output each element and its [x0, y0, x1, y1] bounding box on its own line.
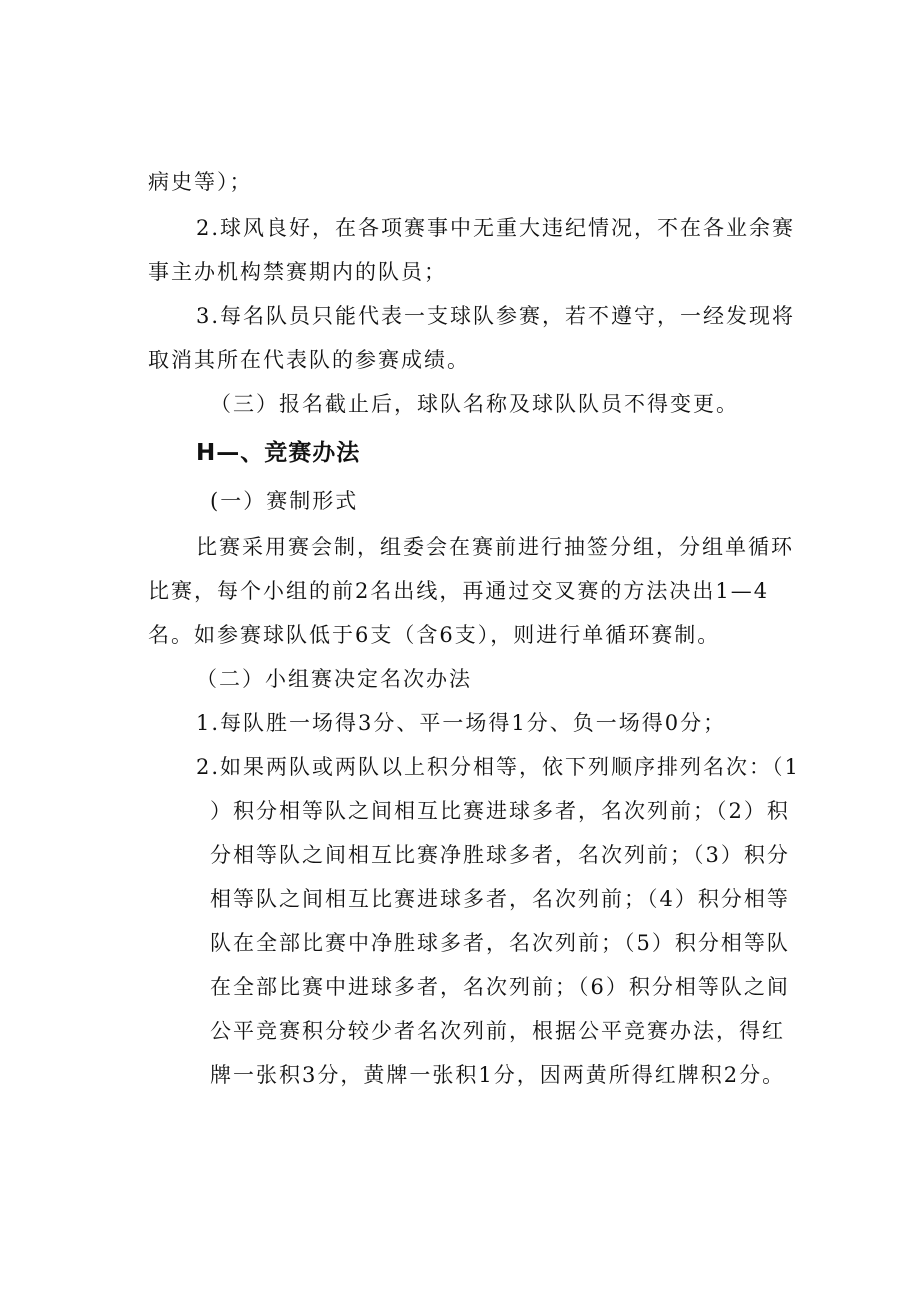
- text-line: 2.如果两队或两队以上积分相等，依下列顺序排列名次：（1: [196, 755, 800, 779]
- text-line: 队在全部比赛中净胜球多者，名次列前；（5）积分相等队: [210, 931, 790, 955]
- text-line: （三）报名截止后，球队名称及球队队员不得变更。: [210, 392, 739, 416]
- text-line: 牌一张积3分，黄牌一张积1分，因两黄所得红牌积2分。: [210, 1063, 786, 1087]
- text-line: 比赛，每个小组的前2名出线，再通过交叉赛的方法决出1—4: [148, 579, 770, 603]
- text-line: 取消其所在代表队的参赛成绩。: [148, 348, 470, 372]
- text-line: 公平竞赛积分较少者名次列前，根据公平竞赛办法，得红: [210, 1019, 785, 1043]
- text-line: 在全部比赛中进球多者，名次列前；（6）积分相等队之间: [210, 975, 790, 999]
- text-line: （二）小组赛决定名次办法: [196, 667, 472, 691]
- text-line: 事主办机构禁赛期内的队员；: [148, 260, 447, 284]
- text-line: 名。如参赛球队低于6支（含6支），则进行单循环赛制。: [148, 623, 721, 647]
- text-line: 相等队之间相互比赛进球多者，名次列前；（4）积分相等: [210, 887, 790, 911]
- text-line: (一）赛制形式: [210, 489, 359, 513]
- text-line: 1.每队胜一场得3分、平一场得1分、负一场得0分；: [196, 711, 727, 735]
- text-line: ）积分相等队之间相互比赛进球多者，名次列前；（2）积: [210, 799, 790, 823]
- text-line: 病史等）；: [148, 170, 253, 194]
- text-line: 比赛采用赛会制，组委会在赛前进行抽签分组，分组单循环: [196, 535, 794, 559]
- section-heading: H—、竞赛办法: [196, 440, 361, 466]
- text-line: 2.球风良好，在各项赛事中无重大违纪情况，不在各业余赛: [196, 216, 796, 240]
- text-line: 3.每名队员只能代表一支球队参赛，若不遵守，一经发现将: [196, 304, 796, 328]
- text-line: 分相等队之间相互比赛净胜球多者，名次列前；（3）积分: [210, 843, 790, 867]
